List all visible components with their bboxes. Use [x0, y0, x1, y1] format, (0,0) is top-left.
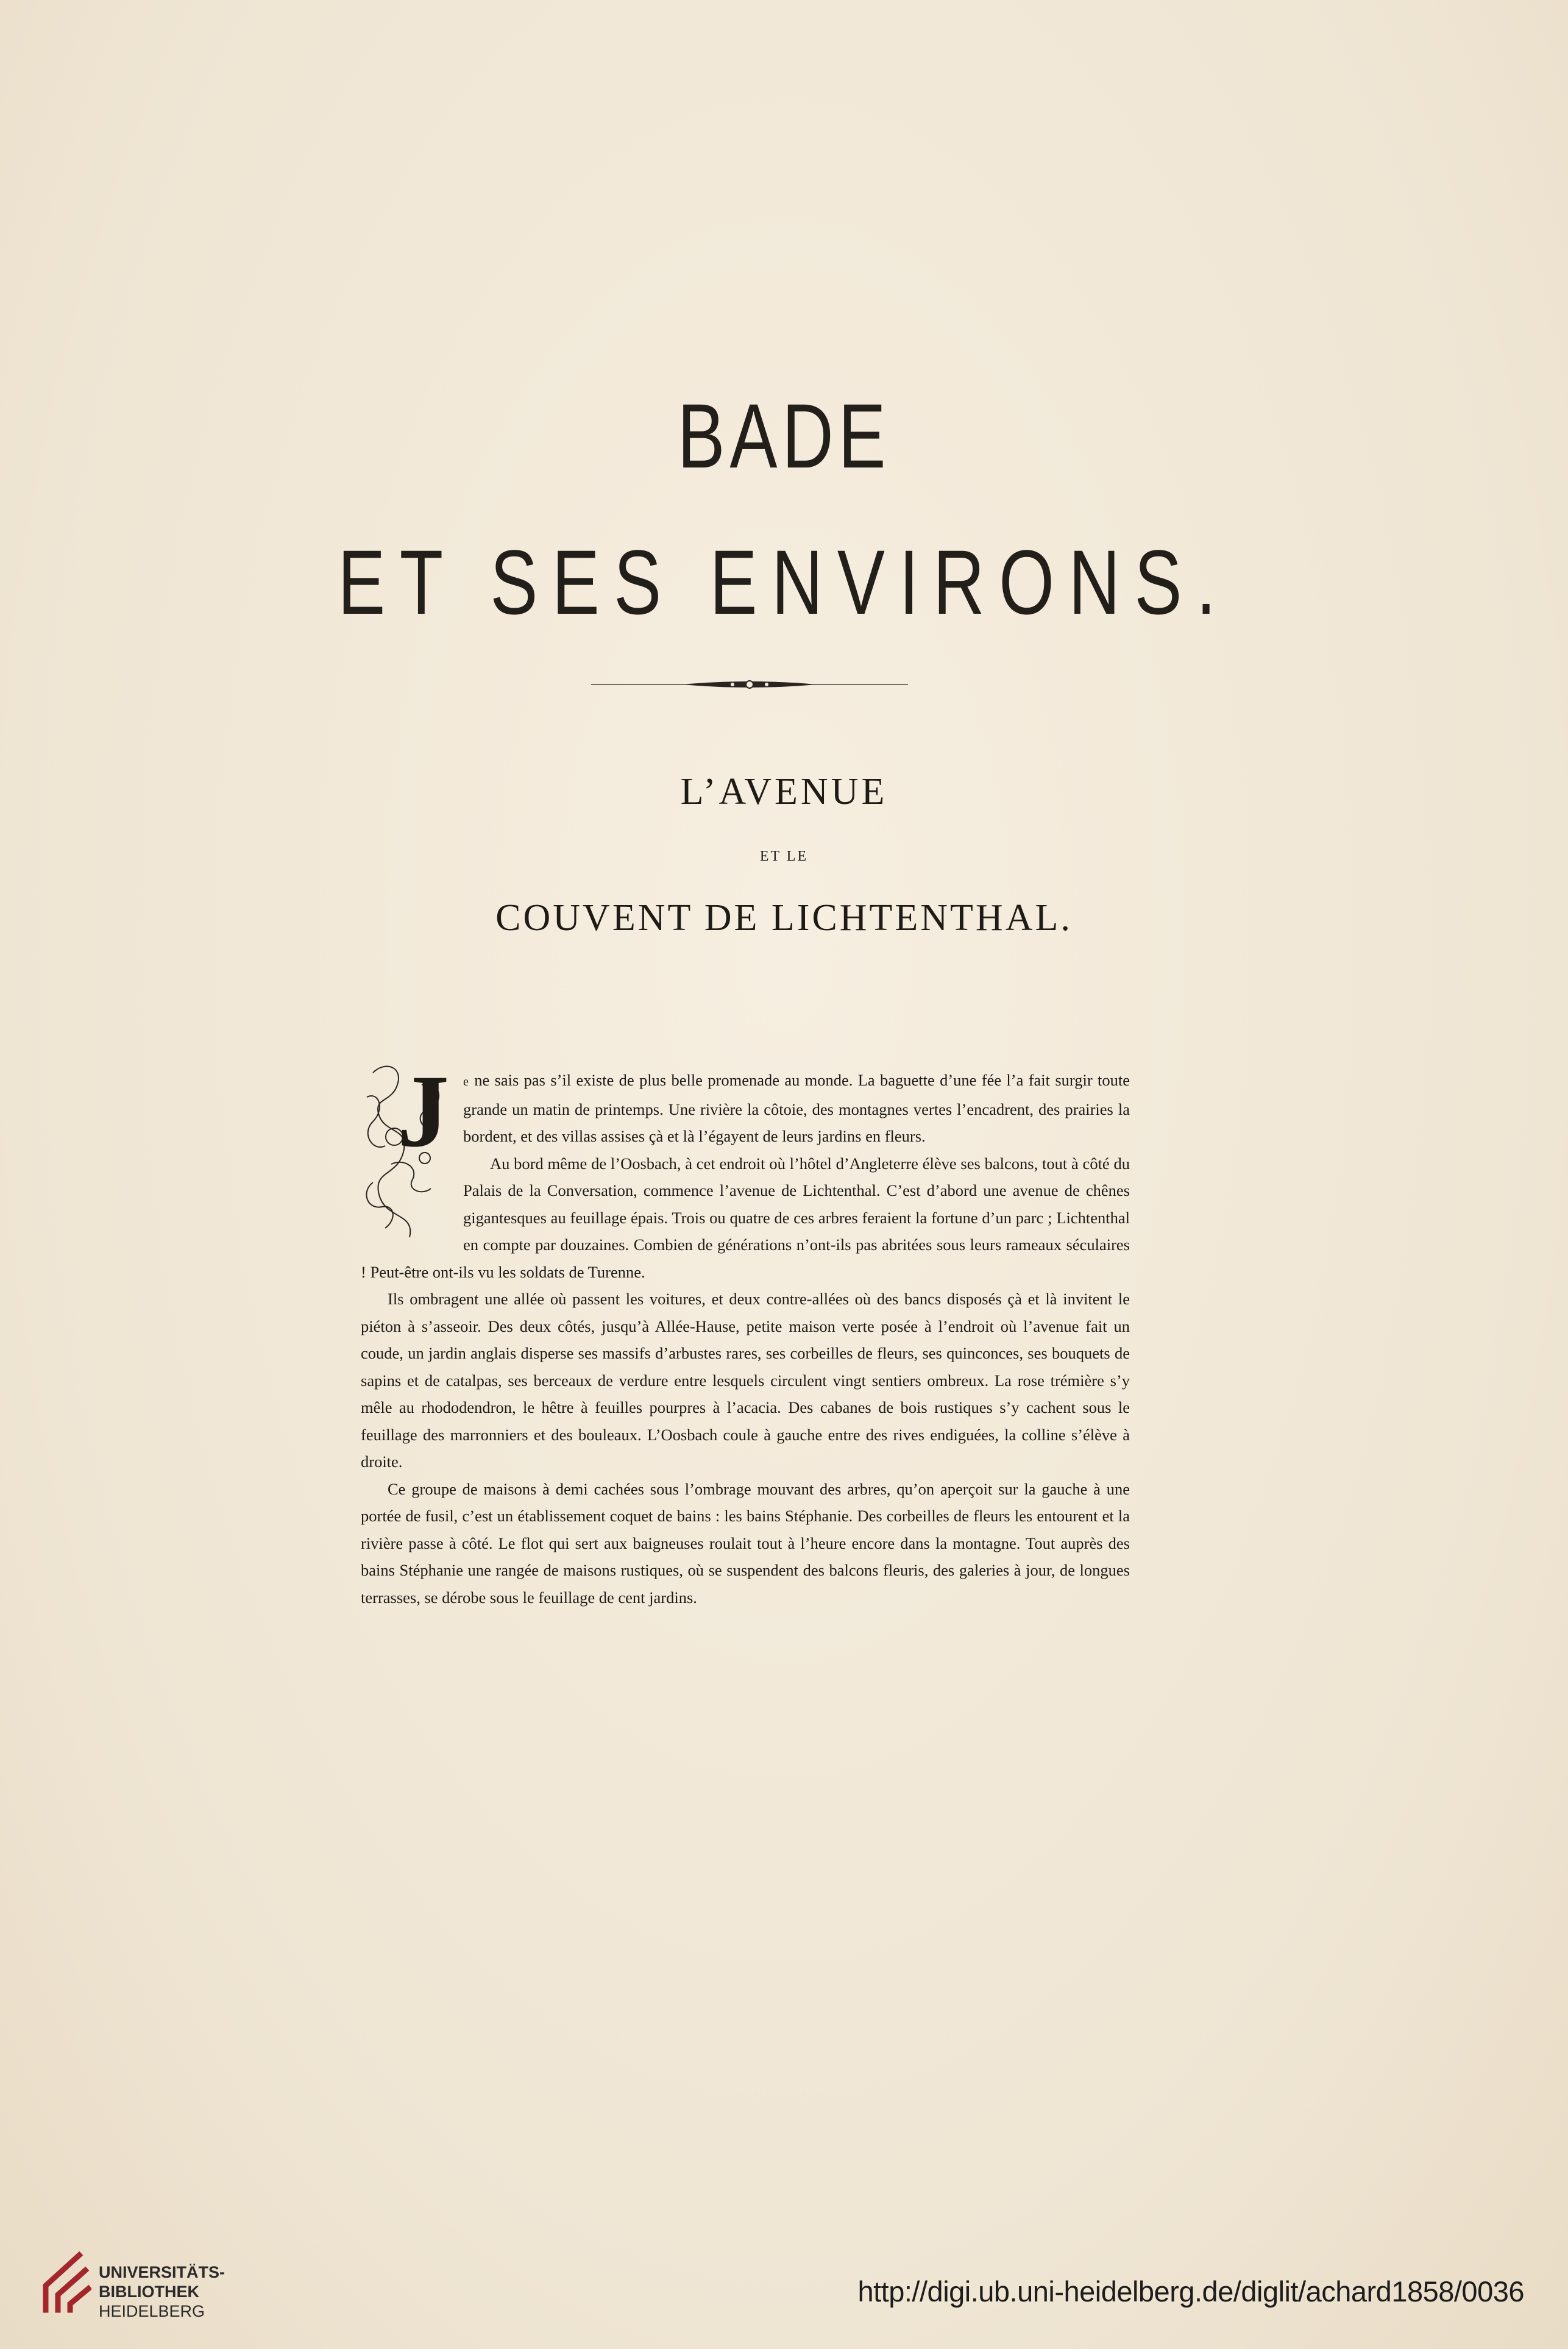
paragraph: Ils ombragent une allée où passent les voitures, et deux contre-allées où des bancs disposés çà et là invitent le piéton à s’asseoir. Des deux côtés, jusqu’à Allée-Hause, petite maison verte posée à l’endroit où l’avenue fait un coude, un jardin anglais disperse ses massifs d’arbustes rares, ses corbeilles de fleurs, ses quinconces, ses bouquets de sapins et de catalpas, ses berceaux de verdure entre lesquels circulent vingt sentiers ombreux. La rose trémière s’y mêle au rhododendron, le hêtre à feuilles pourpres à l’acacia. Des cabanes de bois rustiques s’y cachent sous le feuillage des marronniers et des bouleaux. L’Oosbach coule à gauche entre des rives endiguées, la colline s’élève à droite. — [361, 1290, 1130, 1471]
first-word-rest: e — [463, 1075, 469, 1089]
paragraph: Au bord même de l’Oosbach, à cet endroit où l’hôtel d’Angleterre élève ses balcons, tout à côté du Palais de la Conversation, commence l’avenue de Lichtenthal. C’est d’abord une avenue de chênes gigantesques au feuillage épais. Trois ou quatre de ces arbres feraient la fortune d’un parc ; Lichtenthal en compte par douzaines. Combien de générations n’ont-ils pas abritées sous leurs rameaux séculaires ! Peut-être ont-ils vu les soldats de Turenne. — [361, 1154, 1130, 1281]
paragraph: Ce groupe de maisons à demi cachées sous l’ombrage mouvant des arbres, qu’on aperçoit sur la gauche à une portée de fusil, c’est un établissement coquet de bains : les bains Stéphanie. Des corbeilles de fleurs les entourent et la rivière passe à côté. Le flot qui sert aux baigneuses roulait tout à l’heure encore dans la montagne. Tout auprès des bains Stéphanie une rangée de maisons rustiques, où se suspendent des balcons fleuris, des galeries à jour, de longues terrasses, se dérobe sous le feuillage de cent jardins. — [361, 1479, 1130, 1607]
section-connector: ET LE — [759, 848, 809, 864]
paragraph-1-text: ne sais pas s’il existe de plus belle promenade au monde. La baguette d’une fée l’a fait surgir toute grande un matin de printemps. Une rivière la côtoie, des montagnes vertes l’encadrent, des prairies la bordent, et des villas assises çà et là l’égayent de leurs jardins en fleurs. — [463, 1071, 1130, 1145]
library-name — [99, 2262, 225, 2321]
body-text — [361, 1061, 1130, 1611]
page-subtitle: ET SES ENVIRONS. — [338, 531, 1230, 633]
dropcap-ornament-icon — [361, 1061, 463, 1243]
paragraph — [361, 1061, 1130, 1168]
source-url-link[interactable]: http://digi.ub.uni-heidelberg.de/diglit/achard1858/0036 — [857, 2275, 1524, 2308]
section-title: L’AVENUE — [680, 771, 888, 812]
dropcap-letter: J — [397, 1061, 449, 1168]
library-line3: HEIDELBERG — [99, 2302, 205, 2320]
library-line1: UNIVERSITÄTS- — [99, 2263, 225, 2281]
section-subtitle: COUVENT DE LICHTENTHAL. — [495, 897, 1073, 939]
library-logo-icon — [37, 2249, 91, 2316]
library-line2: BIBLIOTHEK — [99, 2283, 199, 2301]
ornament-divider-icon — [591, 675, 908, 694]
page-title: BADE — [677, 385, 891, 487]
